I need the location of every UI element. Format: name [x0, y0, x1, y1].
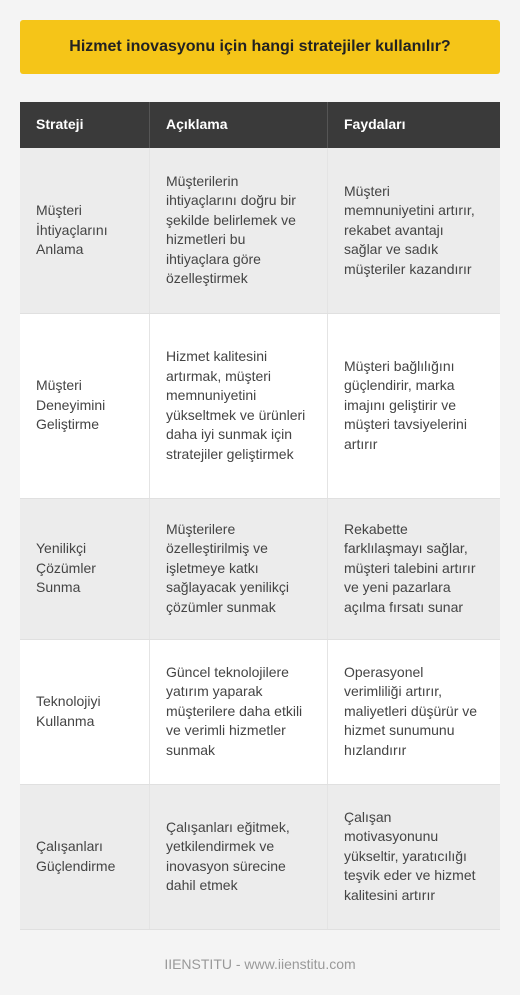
- table-cell-strategy: Müşteri İhtiyaçlarını Anlama: [20, 148, 150, 313]
- table-row: [20, 148, 500, 313]
- table-cell-description: Çalışanları eğitmek, yetkilendirmek ve inovasyon sürecine dahil etmek: [150, 784, 328, 929]
- table-cell-strategy: Müşteri Deneyimini Geliştirme: [20, 313, 150, 498]
- table-cell-benefits: Rekabette farklılaşmayı sağlar, müşteri talebini artırır ve yeni pazarlara açılma fırsatı sunar: [328, 498, 501, 639]
- table-cell-strategy: Yenilikçi Çözümler Sunma: [20, 498, 150, 639]
- table-cell-benefits: Müşteri memnuniyetini artırır, rekabet avantajı sağlar ve sadık müşteriler kazandırır: [328, 148, 501, 313]
- table-cell-description: Güncel teknolojilere yatırım yaparak müşterilere daha etkili ve verimli hizmetler sunmak: [150, 639, 328, 784]
- table-cell-benefits: Operasyonel verimliliği artırır, maliyetleri düşürür ve hizmet sunumunu hızlandırır: [328, 639, 501, 784]
- table-cell-benefits: Çalışan motivasyonunu yükseltir, yaratıcılığı teşvik eder ve hizmet kalitesini artırır: [328, 784, 501, 929]
- column-header-strateji: Strateji: [20, 102, 150, 148]
- table-cell-strategy: Çalışanları Güçlendirme: [20, 784, 150, 929]
- table-row: [20, 639, 500, 784]
- strategy-table: [20, 102, 500, 930]
- table-cell-description: Müşterilere özelleştirilmiş ve işletmeye katkı sağlayacak yenilikçi çözümler sunmak: [150, 498, 328, 639]
- page-title: Hizmet inovasyonu için hangi stratejiler kullanılır?: [69, 38, 451, 55]
- column-header-aciklama: Açıklama: [150, 102, 328, 148]
- table-row: [20, 784, 500, 929]
- table-row: [20, 313, 500, 498]
- table-cell-strategy: Teknolojiyi Kullanma: [20, 639, 150, 784]
- footer-credit: IIENSTITU - www.iienstitu.com: [164, 956, 356, 972]
- table-header-row: [20, 102, 500, 148]
- table-cell-description: Müşterilerin ihtiyaçlarını doğru bir şekilde belirlemek ve hizmetleri bu ihtiyaçlara göre özelleştirmek: [150, 148, 328, 313]
- column-header-faydalari: Faydaları: [328, 102, 501, 148]
- title-banner: [20, 20, 500, 74]
- table-cell-description: Hizmet kalitesini artırmak, müşteri memnuniyetini yükseltmek ve ürünleri daha iyi sunmak için stratejiler geliştirmek: [150, 313, 328, 498]
- table-cell-benefits: Müşteri bağlılığını güçlendirir, marka imajını geliştirir ve müşteri tavsiyelerini artırır: [328, 313, 501, 498]
- table-row: [20, 498, 500, 639]
